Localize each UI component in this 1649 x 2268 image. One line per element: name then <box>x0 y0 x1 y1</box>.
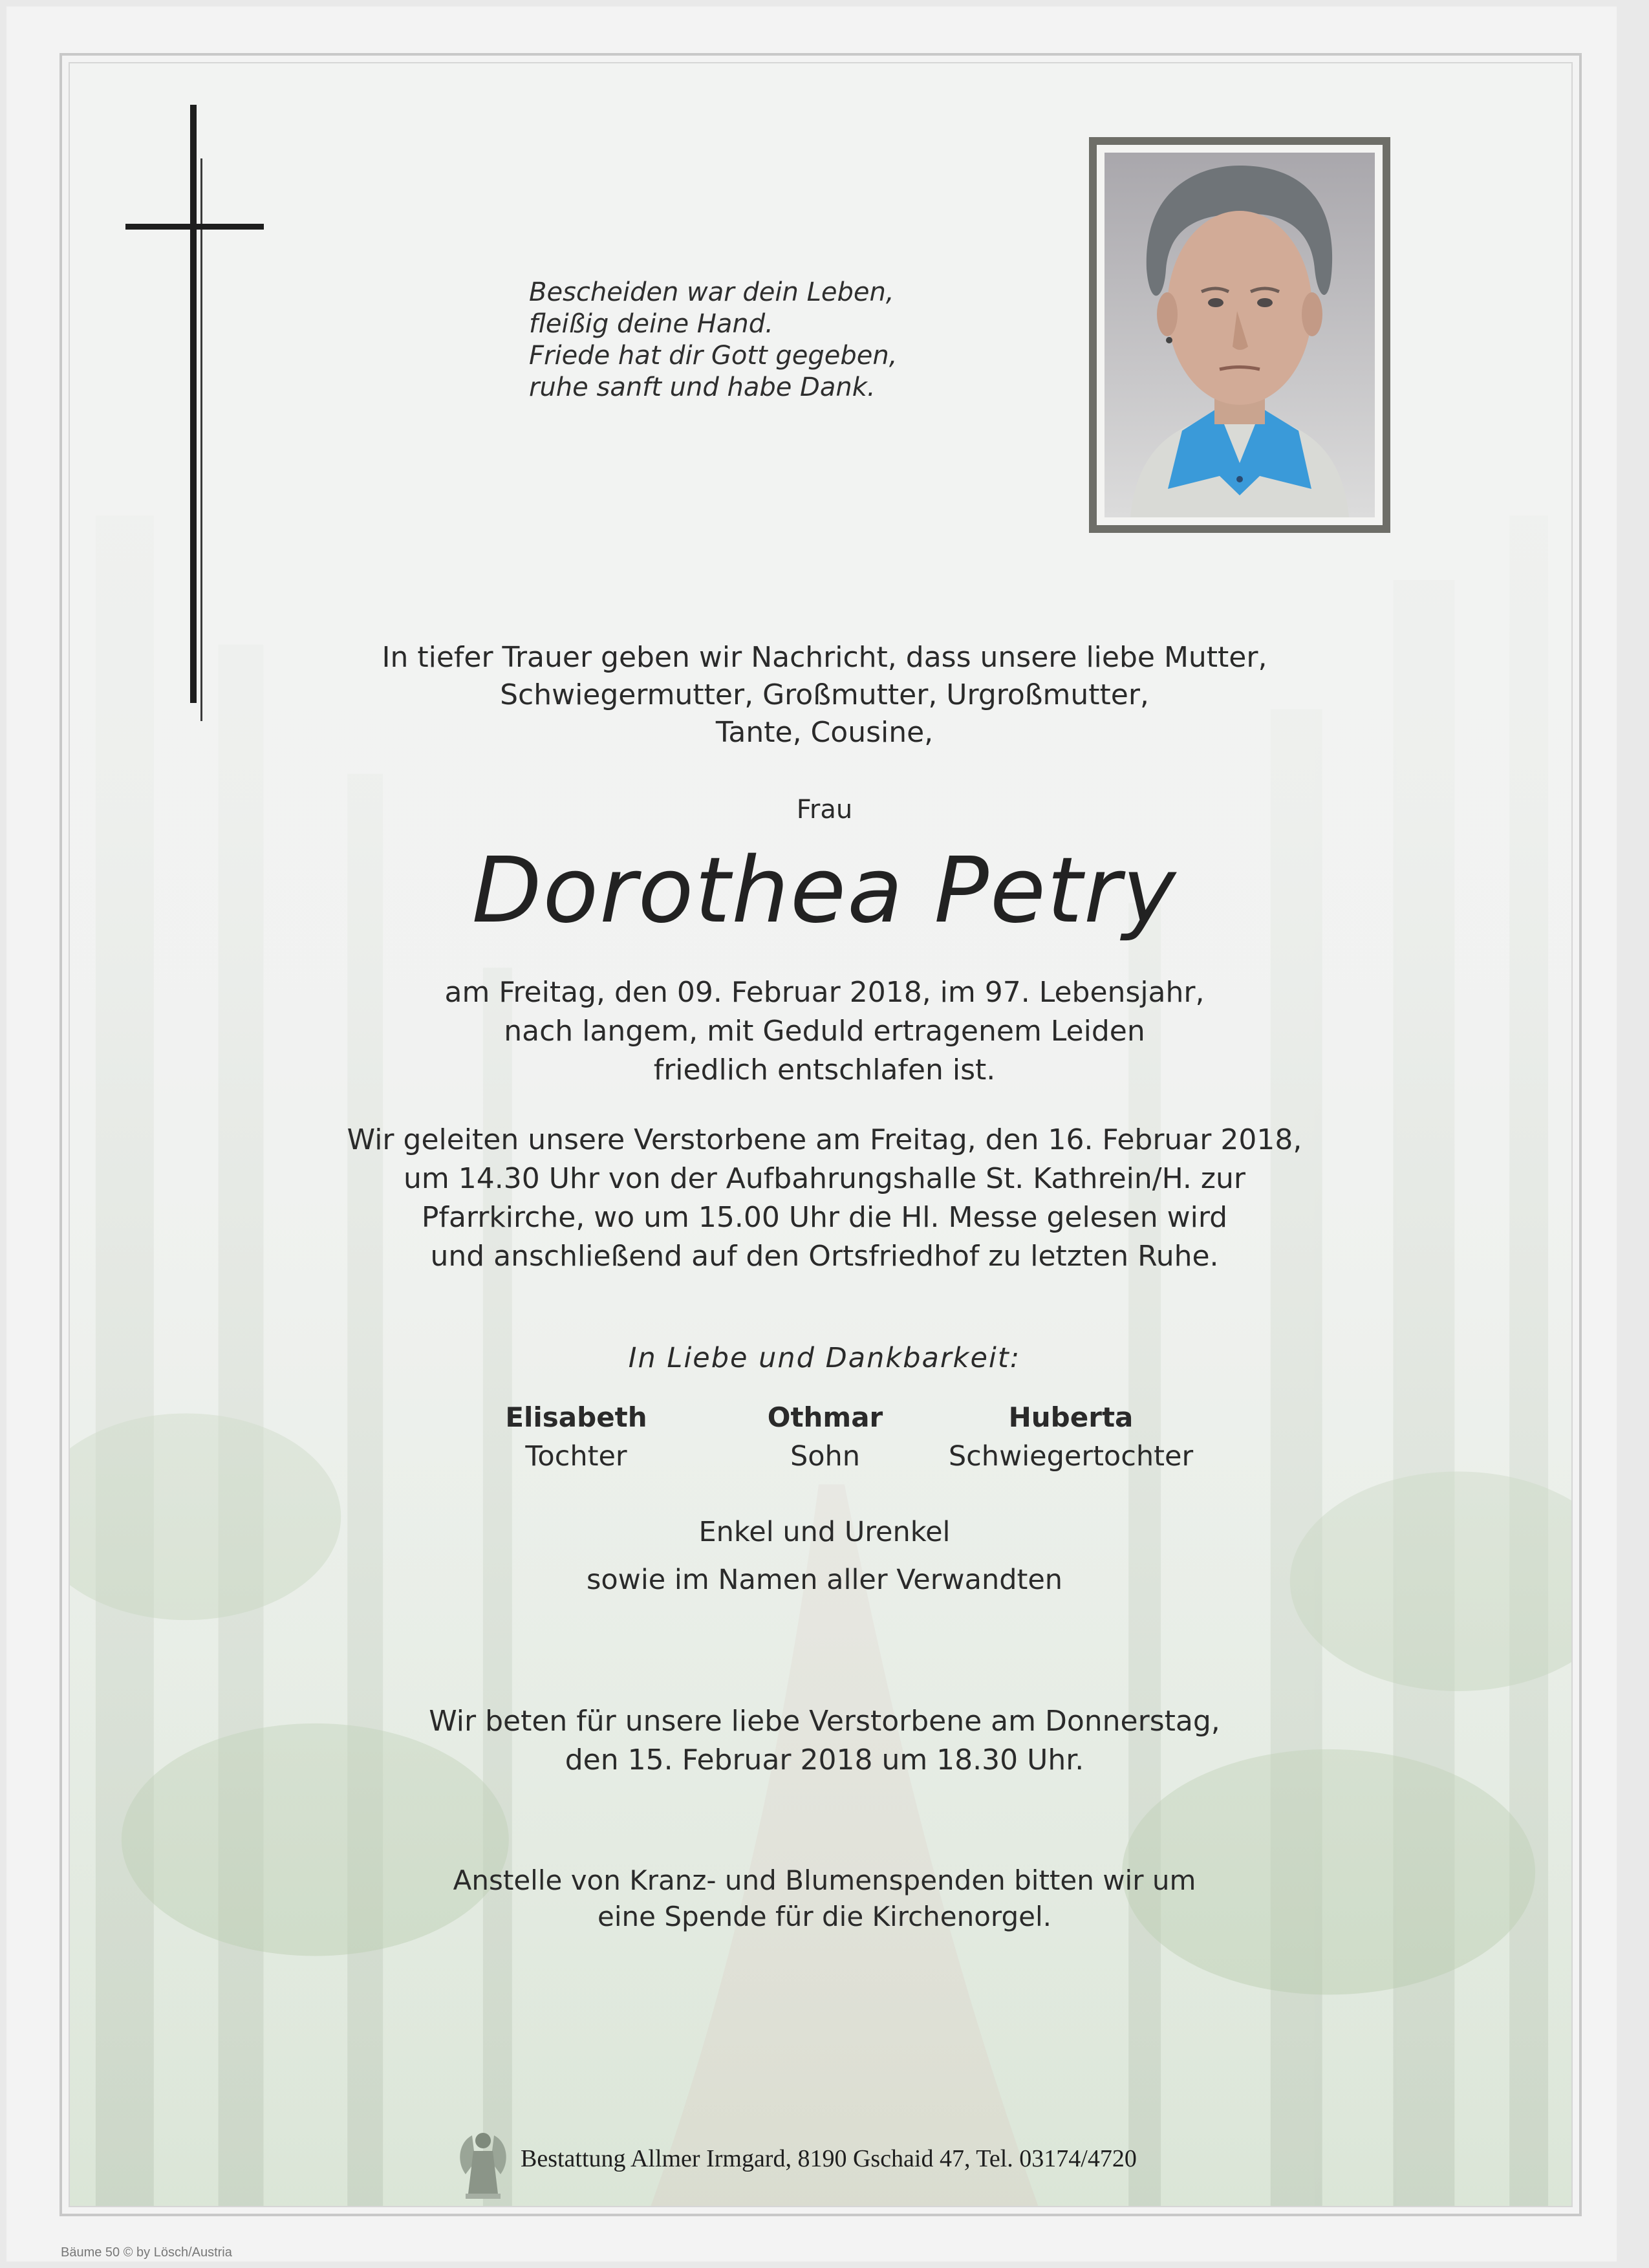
poem <box>529 277 969 404</box>
portrait-frame <box>1089 137 1390 533</box>
prayer-line: den 15. Februar 2018 um 18.30 Uhr. <box>565 1744 1084 1777</box>
design-credit: Bäume 50 © by Lösch/Austria <box>61 2245 232 2260</box>
announcement-intro <box>0 639 1649 751</box>
prayer-notice <box>0 1702 1649 1780</box>
death-notice <box>0 973 1649 1090</box>
funeral-line: Wir geleiten unsere Verstorbene am Freitag, den 16. Februar 2018, <box>347 1123 1302 1156</box>
mourner-name: Othmar <box>767 1401 883 1433</box>
intro-line: Tante, Cousine, <box>715 716 934 749</box>
cross-shadow-bar <box>200 158 202 721</box>
cross-vertical-bar <box>190 105 197 703</box>
undertaker-info: Bestattung Allmer Irmgard, 8190 Gschaid 47, Tel. 03174/4720 <box>521 2145 1137 2172</box>
relatives-line: sowie im Namen aller Verwandten <box>586 1564 1063 1596</box>
donation-line: eine Spende für die Kirchenorgel. <box>598 1901 1051 1932</box>
mourner-relation: Schwiegertochter <box>948 1440 1194 1473</box>
extended-family <box>0 1508 1649 1604</box>
poem-line: ruhe sanft und habe Dank. <box>529 373 876 402</box>
angel-logo-icon <box>453 2122 513 2203</box>
prayer-line: Wir beten für unsere liebe Verstorbene am Donnerstag, <box>429 1705 1220 1738</box>
deceased-name: Dorothea Petry <box>471 838 1178 944</box>
mourner-relation: Sohn <box>790 1440 861 1473</box>
funeral-line: Pfarrkirche, wo um 15.00 Uhr die Hl. Messe gelesen wird <box>421 1201 1228 1234</box>
donation-notice <box>0 1863 1649 1935</box>
mourner-name: Huberta <box>1008 1401 1134 1433</box>
funeral-line: um 14.30 Uhr von der Aufbahrungshalle St. Kathrein/H. zur <box>404 1162 1245 1195</box>
death-line: am Freitag, den 09. Februar 2018, im 97. Lebensjahr, <box>444 976 1205 1009</box>
cross-horizontal-bar <box>125 224 264 230</box>
poem-line: Friede hat dir Gott gegeben, <box>529 341 898 371</box>
salutation: Frau <box>796 795 853 825</box>
death-line: nach langem, mit Geduld ertragenem Leiden <box>504 1015 1145 1048</box>
donation-line: Anstelle von Kranz- und Blumenspenden bitten wir um <box>453 1864 1196 1896</box>
intro-line: In tiefer Trauer geben wir Nachricht, dass unsere liebe Mutter, <box>382 641 1267 674</box>
grandchildren-line: Enkel und Urenkel <box>698 1516 951 1548</box>
portrait-mat <box>1097 145 1383 525</box>
intro-line: Schwiegermutter, Großmutter, Urgroßmutter, <box>500 678 1149 711</box>
mourner-name: Elisabeth <box>505 1401 647 1433</box>
poem-line: fleißig deine Hand. <box>529 309 773 339</box>
death-line: friedlich entschlafen ist. <box>653 1053 996 1086</box>
mourner-relation: Tochter <box>525 1440 627 1473</box>
mourners-heading: In Liebe und Dankbarkeit: <box>628 1342 1021 1374</box>
mourner-daughter-in-law <box>909 1398 1233 1476</box>
funeral-line: und anschließend auf den Ortsfriedhof zu letzten Ruhe. <box>430 1240 1219 1273</box>
portrait-photo <box>1105 153 1375 517</box>
poem-line: Bescheiden war dein Leben, <box>529 277 894 307</box>
funeral-details <box>0 1121 1649 1276</box>
